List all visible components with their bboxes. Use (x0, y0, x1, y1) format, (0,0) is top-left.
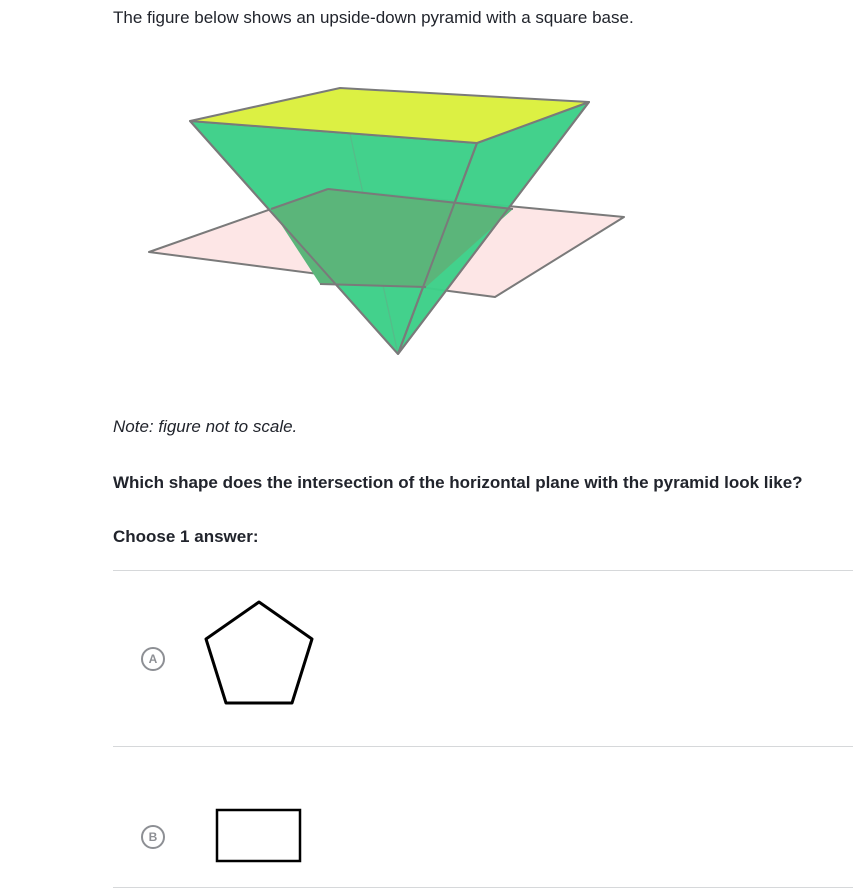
pentagon-icon (201, 599, 317, 709)
choice-b[interactable] (113, 747, 853, 891)
pyramid-figure (143, 80, 663, 370)
choose-prompt: Choose 1 answer: (113, 527, 259, 546)
figure-note: Note: figure not to scale. (113, 417, 298, 436)
choice-b-radio[interactable]: B (141, 825, 165, 849)
choice-a-radio[interactable]: A (141, 647, 165, 671)
choice-divider (113, 887, 853, 888)
exercise-content (113, 0, 853, 891)
intro-text: The figure below shows an upside-down pyramid with a square base. (113, 8, 634, 27)
rectangle-icon (215, 808, 303, 864)
choice-a[interactable] (113, 571, 853, 746)
question-text: Which shape does the intersection of the horizontal plane with the pyramid look like? (113, 473, 803, 492)
